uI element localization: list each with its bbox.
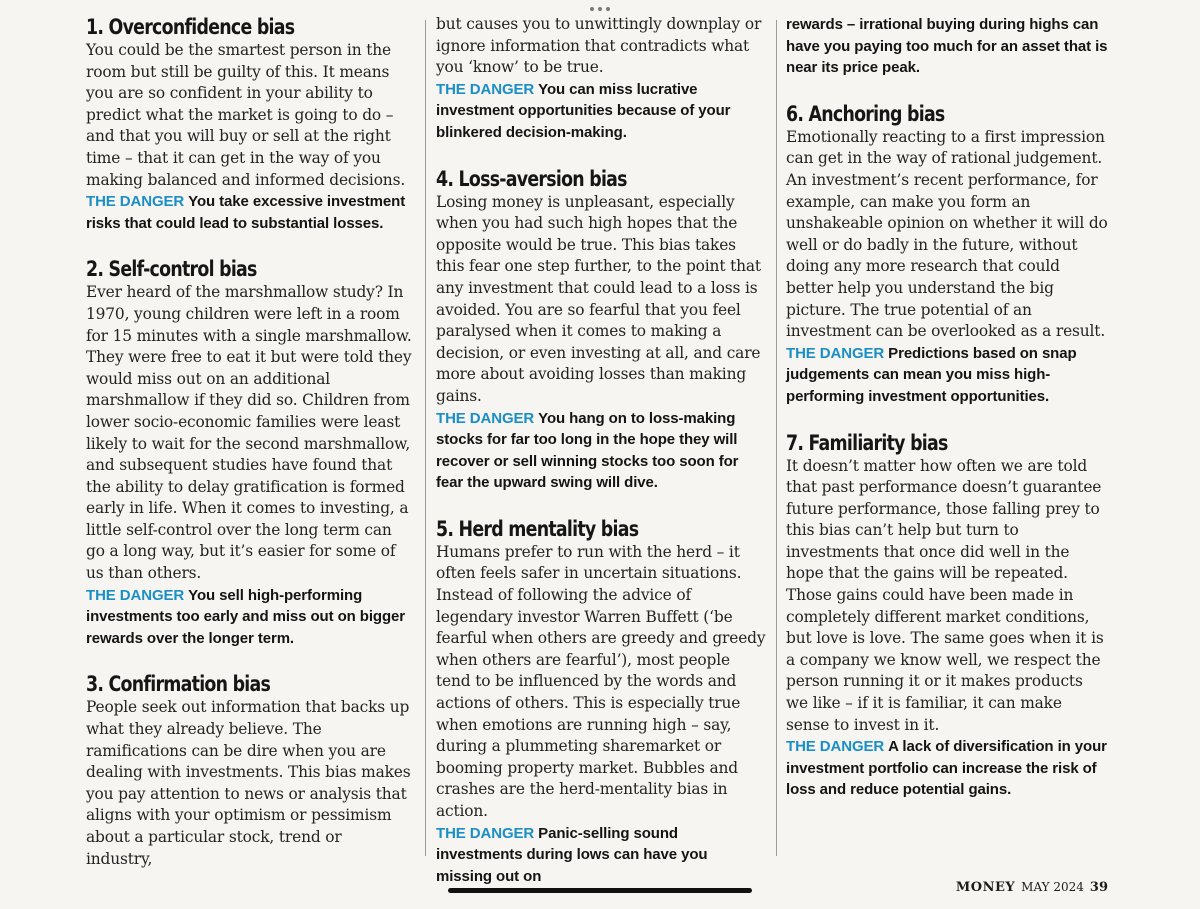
page-number: 39 <box>1089 880 1108 895</box>
issue-date: MAY 2024 <box>1021 880 1084 894</box>
section-herd-mentality-bias-continued <box>786 14 1108 79</box>
section-confirmation-bias <box>86 671 412 870</box>
section-body: You could be the smartest person in the room but still be guilty of this. It means you are so confident in your ability to predict what the market is going to do – and that you will buy or sell at the right time – that it can get in the way of you making balanced and informed decisions. <box>86 41 406 189</box>
danger-callout <box>86 191 412 234</box>
danger-callout <box>436 823 766 888</box>
dot <box>598 7 602 11</box>
danger-text: You take excessive investment risks that could lead to substantial losses. <box>86 193 406 232</box>
danger-text: Predictions based on snap judgements can mean you miss high-performing investment opportunities. <box>786 344 1077 405</box>
section-heading: 5. Herd mentality bias <box>436 516 639 541</box>
page-footer <box>956 880 1108 895</box>
home-indicator[interactable] <box>448 888 752 893</box>
section-heading: 7. Familiarity bias <box>786 430 948 455</box>
section-body: Emotionally reacting to a first impression can get in the way of rational judgement. An investment’s recent performance, for example, can make you form an unshakeable opinion on whether it will do well or do badly in the future, without doing any more research that could better help you understand the big picture. The true potential of an investment can be overlooked as a result. <box>786 127 1108 341</box>
section-heading: 3. Confirmation bias <box>86 672 271 697</box>
section-heading: 4. Loss-aversion bias <box>436 166 627 191</box>
danger-label: THE DANGER <box>786 344 885 362</box>
danger-label: THE DANGER <box>436 409 535 427</box>
danger-label: THE DANGER <box>436 80 535 98</box>
danger-text: You can miss lucrative investment opportunities because of your blinkered decision-making. <box>436 80 731 141</box>
danger-label: THE DANGER <box>436 824 535 842</box>
column-divider <box>425 20 426 856</box>
section-familiarity-bias <box>786 430 1108 802</box>
section-heading: 1. Overconfidence bias <box>86 15 295 39</box>
magazine-name: MONEY <box>955 880 1016 895</box>
danger-text: rewards – irrational buying during highs can have you paying too much for an asset that is near its price peak. <box>786 16 1108 77</box>
more-options-icon[interactable] <box>588 4 612 14</box>
section-body: People seek out information that backs up what they already believe. The ramifications can be dire when you are dealing with investments. This bias makes you pay attention to news or analysis that aligns with your optimism or pessimism about a particular stock, trend or industry, <box>86 698 411 868</box>
section-herd-mentality-bias <box>436 516 766 888</box>
section-confirmation-bias-continued <box>436 14 766 144</box>
section-body: It doesn’t matter how often we are told that past performance doesn’t guarantee future performance, those falling prey to this bias can’t help but turn to investments that once did well in the hope that the gains will be repeated. Those gains could have been made in completely different market conditions, but love is love. The same goes when it is a company we know well, we respect the person running it or it makes products we like – if it is familiar, it can make sense to invest in it. <box>786 456 1104 734</box>
danger-callout <box>436 79 766 144</box>
section-loss-aversion-bias <box>436 166 766 494</box>
danger-label: THE DANGER <box>86 586 185 604</box>
danger-callout <box>436 408 766 494</box>
danger-label: THE DANGER <box>786 738 885 756</box>
section-body: Ever heard of the marshmallow study? In 1970, young children were left in a room for 15 minutes with a single marshmallow. They were free to eat it but were told they would miss out on an additional marshmallow if they did so. Children from lower socio-economic families were least likely to wait for the second marshmallow, and subsequent studies have found that the ability to delay gratification is formed early in life. When it comes to investing, a little self-control over the long term can go a long way, but it’s easier for some of us than others. <box>86 283 412 583</box>
section-body: Humans prefer to run with the herd – it often feels safer in uncertain situations. Instead of following the advice of legendary investor Warren Buffett (‘be fearful when others are greedy and greedy when others are fearful’), most people tend to be influenced by the words and actions of others. This is especially true when emotions are running high – say, during a plummeting sharemarket or booming property market. Bubbles and crashes are the herd-mentality bias in action. <box>436 542 766 820</box>
dot <box>606 7 610 11</box>
section-heading: 6. Anchoring bias <box>786 101 945 126</box>
dot <box>590 7 594 11</box>
danger-text: You hang on to loss-making stocks for far too long in the hope they will recover or sell winning stocks too soon for fear the upward swing will dive. <box>436 409 739 492</box>
danger-text: You sell high-performing investments too early and miss out on bigger rewards over the longer term. <box>86 586 405 647</box>
danger-text: A lack of diversification in your investment portfolio can increase the risk of loss and reduce potential gains. <box>786 738 1107 799</box>
section-overconfidence-bias <box>86 14 412 234</box>
section-body: but causes you to unwittingly downplay or ignore information that contradicts what you ‘know’ to be true. <box>436 15 762 77</box>
danger-callout <box>786 736 1108 801</box>
danger-callout <box>786 343 1108 408</box>
danger-text: Panic-selling sound investments during lows can have you missing out on <box>436 824 708 885</box>
danger-callout <box>86 585 412 650</box>
column-divider <box>776 20 777 856</box>
section-self-control-bias <box>86 256 412 649</box>
section-body: Losing money is unpleasant, especially when you had such high hopes that the opposite would be true. This bias takes this fear one step further, to the point that any investment that could lead to a loss is avoided. You are so fearful that you feel paralysed when it comes to making a decision, or even investing at all, and care more about avoiding losses than making gains. <box>436 192 761 405</box>
column-3 <box>786 14 1108 823</box>
section-heading: 2. Self-control bias <box>86 257 257 282</box>
column-1 <box>86 14 412 892</box>
section-anchoring-bias <box>786 101 1108 408</box>
danger-label: THE DANGER <box>86 193 185 211</box>
column-2 <box>436 14 766 909</box>
